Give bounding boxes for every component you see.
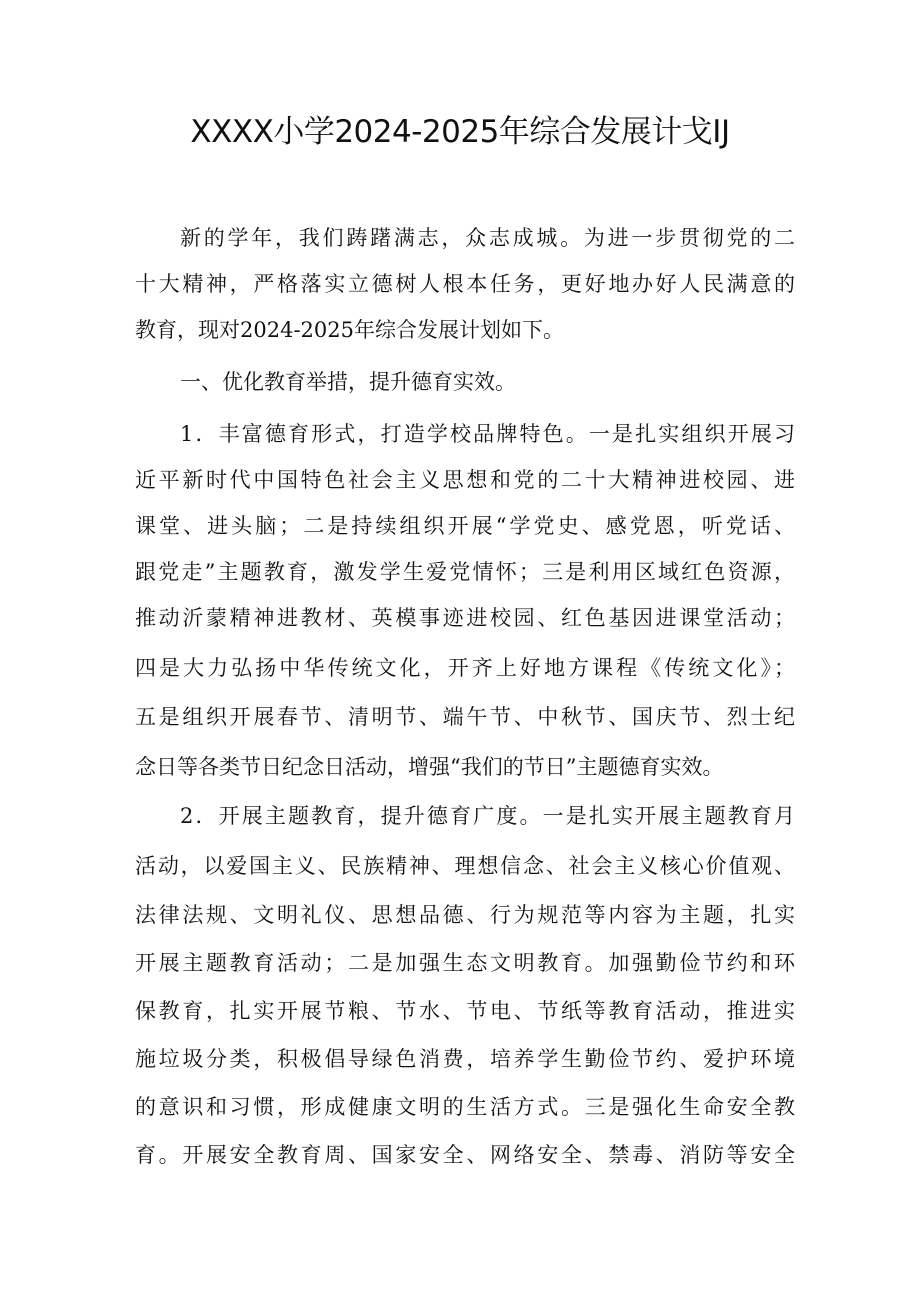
section-heading-1: 一、优化教育举措，提升德育实效。 [180,370,516,394]
intro-line-2: 十大精神，严格落实立德树人根本任务，更好地办好人民满意的 [135,272,795,296]
item1-line-2: 近平新时代中国特色社会主义思想和党的二十大精神进校园、进 [135,468,795,492]
item2-line-5: 保教育，扎实开展节粮、节水、节电、节纸等教育活动，推进实 [135,999,795,1023]
item1-line-7: 五是组织开展春节、清明节、端午节、中秋节、国庆节、烈士纪 [135,705,795,729]
item2-line-3: 法律法规、文明礼仪、思想品德、行为规范等内容为主题，扎实 [135,903,795,927]
document-title: XXXX小学2024-2025年综合发展计戈IJ [190,114,730,150]
item1-line-6: 四是大力弘扬中华传统文化，开齐上好地方课程《传统文化》； [135,656,795,680]
item1-line-3: 课堂、进头脑；二是持续组织开展“学党史、感党恩，听党话、 [135,514,795,538]
item2-line-1: 2．开展主题教育，提升德育广度。一是扎实开展主题教育月 [180,804,795,828]
item2-line-8: 育。开展安全教育周、国家安全、网络安全、禁毒、消防等安全 [135,1143,795,1167]
item2-line-4: 开展主题教育活动；二是加强生态文明教育。加强勤俭节约和环 [135,951,795,975]
item1-line-5: 推动沂蒙精神进教材、英模事迹进校园、红色基因进课堂活动； [135,606,795,630]
item1-line-1: 1．丰富德育形式，打造学校品牌特色。一是扎实组织开展习 [180,422,795,446]
intro-line-1: 新的学年，我们踌躇满志，众志成城。为进一步贯彻党的二 [180,226,795,250]
intro-line-3: 教育，现对2024-2025年综合发展计划如下。 [135,318,564,342]
item1-line-4: 跟党走”主题教育，激发学生爱党情怀；三是利用区域红色资源， [135,560,795,584]
item2-line-7: 的意识和习惯，形成健康文明的生活方式。三是强化生命安全教 [135,1095,795,1119]
item2-line-2: 活动，以爱国主义、民族精神、理想信念、社会主义核心价值观、 [135,854,795,878]
item2-line-6: 施垃圾分类，积极倡导绿色消费，培养学生勤俭节约、爱护环境 [135,1047,795,1071]
item1-line-8: 念日等各类节日纪念日活动，增强“我们的节日”主题德育实效。 [135,755,724,779]
